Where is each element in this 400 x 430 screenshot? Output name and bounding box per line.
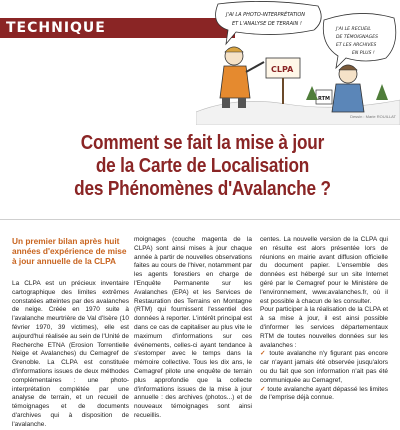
body-paragraph: Pour participer à la réalisation de la CLPA et à sa mise à jour, il est ainsi possible d'informer les services départementaux RTM de toutes nouvelles données sur les avalanches :	[260, 306, 388, 349]
body-paragraph: centes. La nouvelle version de la CLPA qui en résulte est alors présentée lors de réunions en mairie avant diffusion officielle du document papier. L'ensemble des données est hébergé sur un site Internet géré par le Cemagref pour le Ministère de l'environnement, www.avalanches.fr, où il est possible à chacun de les consulter.	[260, 236, 388, 305]
lede-line: à jour annuelle de la CLPA	[12, 256, 117, 266]
illustration-credit: Dessin : Marie ROUILLAT	[350, 114, 396, 119]
speech-left-line2: ET L'ANALYSE DE TERRAIN !	[232, 21, 302, 27]
bullet-item	[260, 386, 388, 404]
cartoon-illustration	[196, 0, 400, 125]
bullet-text: toute avalanche n'y figurant pas encore car n'ayant jamais été observée jusqu'alors ou du fait que son information n'ait pas été communiquée au Cemagref,	[260, 350, 388, 384]
sign-text: CLPA	[271, 65, 294, 74]
body-paragraph: moignages (couche magenta de la CLPA) sont ainsi mises à jour chaque année à partir de nouvelles observations faites au cours de l'hiver, notamment par les agents forestiers en charge de l'Enquête Permanente sur les Avalanches (EPA) et les Services de Restauration des Terrains en Montagne (RTM) qui fournissent l'essentiel des données à reporter. L'intérêt principal est dans ce cas de capitaliser au plus vite le maximum d'informations sur ces événements, celles-ci ayant tendance à s'estomper avec le temps dans la mémoire collective. Tous les dix ans, le Cemagref pilote une enquête de terrain plus approfondie que la collecte d'informations issues de la mise à jour annuelle : des archives (photos...) et de nouveaux témoignages sont ainsi recueillis.	[134, 236, 252, 419]
rtm-tag: RTM	[318, 96, 331, 102]
speech-right-line2: DE TÉMOIGNAGES	[336, 35, 379, 40]
section-label: TECHNIQUE	[6, 20, 106, 36]
article-title	[40, 132, 365, 201]
body-column-1	[12, 280, 129, 430]
speech-right-line1: J'AI LE RECUEIL	[336, 27, 371, 32]
body-column-3	[260, 236, 388, 403]
title-line: Comment se fait la mise à jour	[80, 132, 325, 154]
speech-bubble-right	[323, 13, 396, 68]
body-column-2	[134, 236, 252, 421]
divider	[0, 219, 400, 220]
right-character	[316, 65, 364, 112]
title-line: de la Carte de Localisation	[95, 155, 310, 177]
body-paragraph: La CLPA est un précieux inventaire cartographique des limites extrêmes constatées atteintes par des avalanches de neige. Créée en 1970 suite à l'avalanche meurtrière de Val d'Isère (10 février 1970, 39 victimes), elle est aujourd'hui réalisée au sein de l'Unité de Recherche ETNA (Erosion Torrentielle Neige et Avalanches) du Cemagref de Grenoble. La CLPA est constituée d'informations issues de deux méthodes complémentaires : une photo-interprétation complétée par une analyse de terrain, et un recueil de témoignages et de documents d'archives qui à disposition de l'avalanche.	[12, 280, 129, 428]
title-line: des Phénomènes d'Avalanche ?	[74, 178, 331, 200]
clpa-sign	[266, 58, 300, 104]
lede-line: années d'expérience de mise	[12, 246, 127, 256]
bullet-arrow-icon: ✓	[260, 385, 266, 393]
speech-right-line4: EN PLUS !	[352, 51, 375, 56]
bullet-text: toute avalanche ayant dépassé les limites de l'emprise déjà connue.	[260, 385, 389, 402]
lede-line: Un premier bilan après huit	[12, 236, 120, 246]
speech-right-line3: ET LES ARCHIVES	[336, 43, 377, 48]
left-character	[220, 47, 264, 108]
bullet-item	[260, 350, 388, 385]
tree-icon	[376, 84, 388, 100]
bullet-arrow-icon: ✓	[260, 350, 267, 358]
article-lede	[12, 236, 128, 266]
speech-left-line1: J'AI LA PHOTO-INTERPRÉTATION	[226, 12, 306, 18]
